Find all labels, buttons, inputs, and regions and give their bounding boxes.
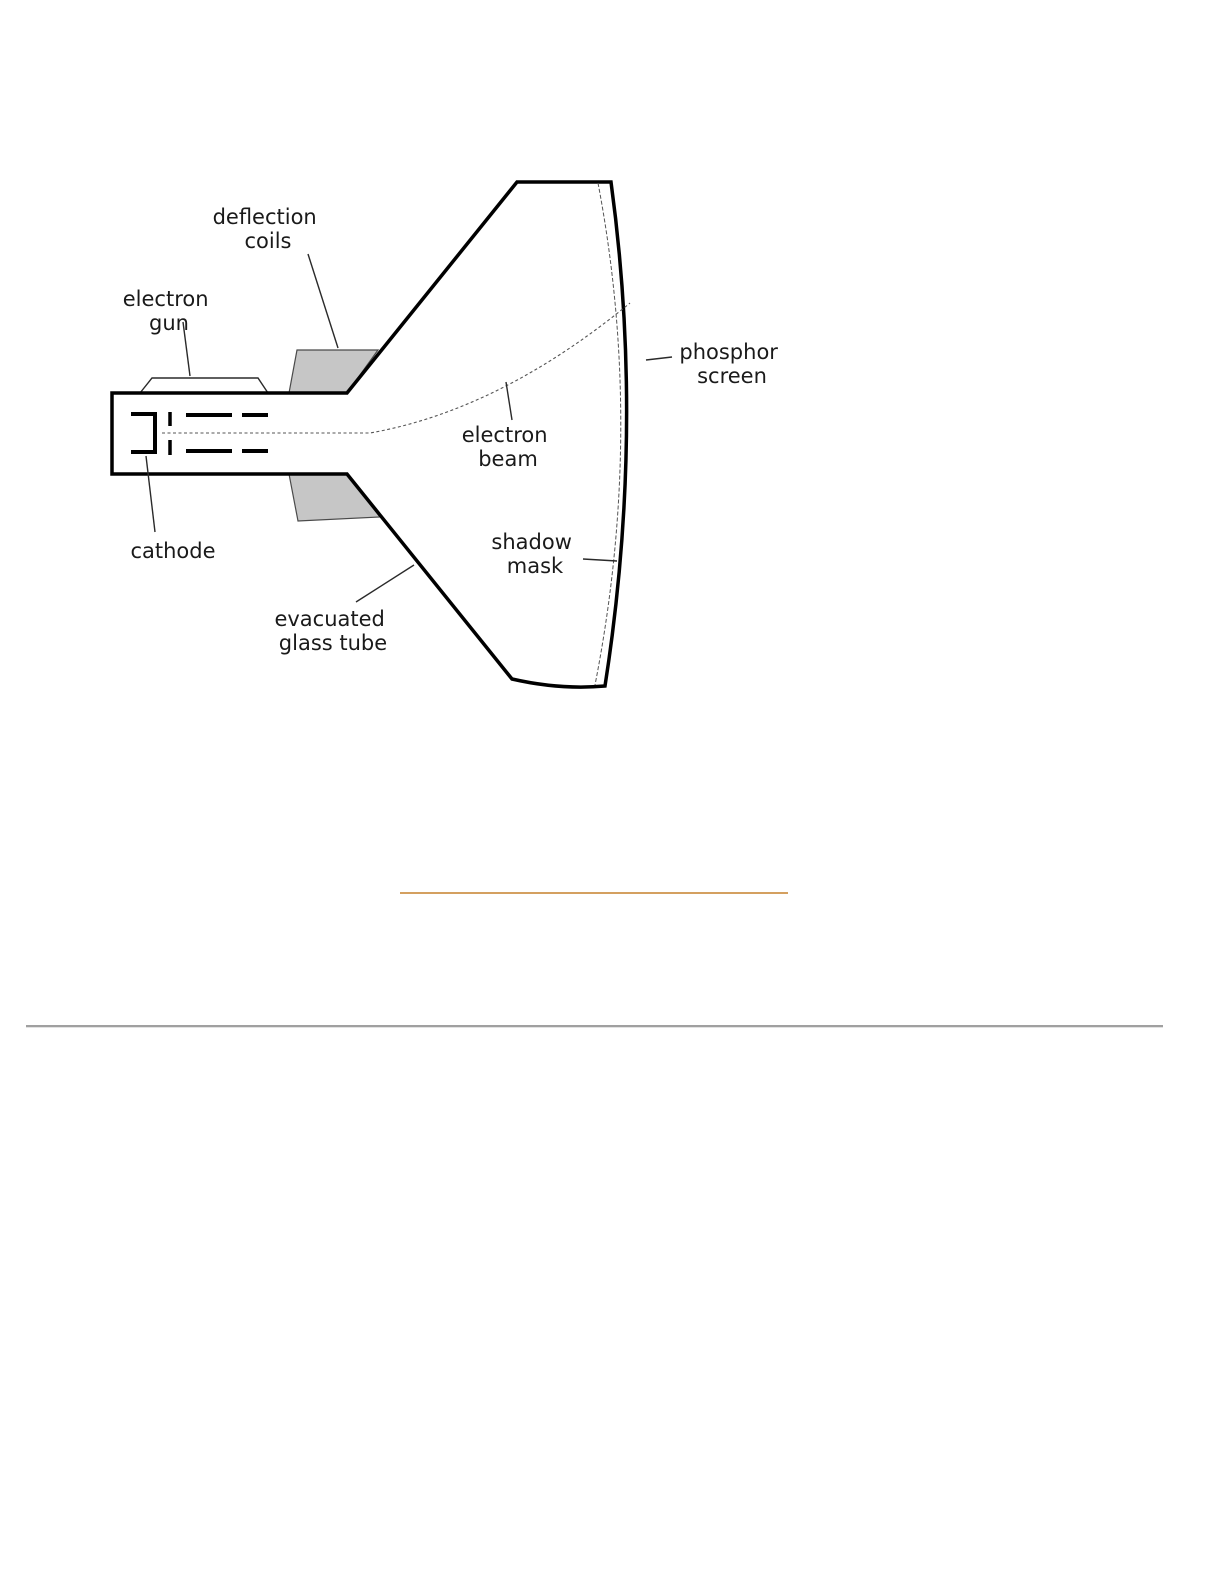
- horizontal-divider: [26, 1025, 1163, 1028]
- leader-phosphor-screen: [646, 357, 672, 360]
- label-deflection-coils: deflection coils: [212, 205, 317, 253]
- leader-deflection-coils: [308, 254, 338, 348]
- label-electron-gun: electron gun: [122, 287, 209, 335]
- label-electron-beam: electron beam: [461, 423, 548, 471]
- electron-gun-housing: [140, 378, 268, 393]
- label-shadow-mask: shadow mask: [491, 530, 572, 578]
- label-phosphor-screen: phosphor screen: [679, 340, 778, 388]
- label-cathode: cathode: [130, 539, 216, 563]
- label-evacuated-glass-tube: evacuated glass tube: [274, 607, 388, 655]
- link-underline[interactable]: [400, 892, 788, 894]
- leader-evacuated-glass-tube: [356, 565, 414, 602]
